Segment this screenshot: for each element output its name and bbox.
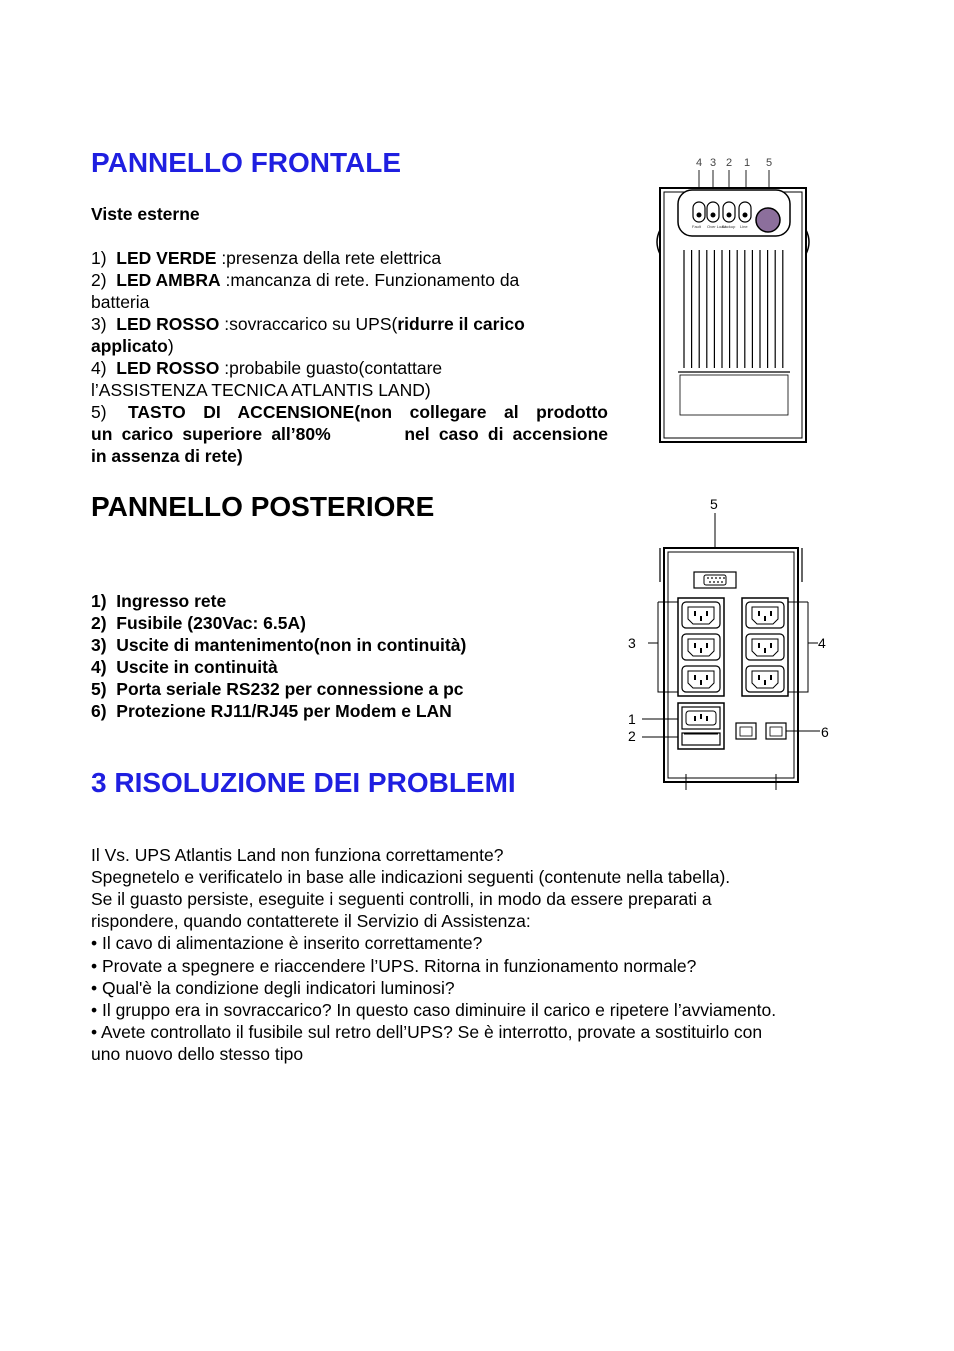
troubleshooting-bullet-4: • Il gruppo era in sovraccarico? In questo caso diminuire il carico e ripetere l’avviamento.	[91, 1000, 777, 1020]
front-panel-title: PANNELLO FRONTALE	[91, 147, 402, 178]
rear-number-3: 3	[628, 635, 636, 651]
ups-rear-diagram	[620, 490, 835, 795]
rear-item-1	[91, 590, 226, 612]
front-item-5-number: 5)	[91, 402, 107, 422]
outlet-icon	[746, 634, 784, 660]
rear-item-2	[91, 612, 306, 634]
item-text: :sovraccarico su UPS(	[219, 314, 398, 334]
troubleshooting-para-3: Se il guasto persiste, eseguite i seguenti controlli, in modo da essere preparati a	[91, 889, 712, 909]
item-number: 2)	[91, 270, 107, 290]
troubleshooting-bullet-5-cont: uno nuovo dello stesso tipo	[91, 1044, 304, 1064]
troubleshooting-para-4: rispondere, quando contatterete il Servizio di Assistenza:	[91, 911, 531, 931]
item-number: 1)	[91, 248, 107, 268]
troubleshooting-bullet-2: • Provate a spegnere e riaccendere l’UPS. Ritorna in funzionamento normale?	[91, 956, 697, 976]
item-bold-cont: applicato	[91, 336, 168, 356]
troubleshooting-para-2: Spegnetelo e verificatelo in base alle indicazioni seguenti (contenute nella tabella).	[91, 867, 731, 887]
troubleshooting-title: 3 RISOLUZIONE DEI PROBLEMI	[91, 767, 516, 798]
rear-panel-title: PANNELLO POSTERIORE	[91, 491, 435, 522]
item-label: LED ROSSO	[116, 314, 220, 334]
outlet-icon	[682, 634, 720, 660]
item-label: LED AMBRA	[116, 270, 221, 290]
ups-front-diagram	[650, 150, 815, 450]
front-item-4-cont: l’ASSISTENZA TECNICA ATLANTIS LAND)	[91, 380, 431, 400]
item-text: :mancanza di rete. Funzionamento da	[220, 270, 520, 290]
item-text: Fusibile (230Vac: 6.5A)	[116, 613, 306, 633]
item-number: 1)	[91, 591, 107, 611]
led-label-overload: Over Load	[707, 224, 726, 229]
led-label-backup: Backup	[722, 224, 736, 229]
diagram-number-2: 2	[726, 157, 733, 169]
rear-item-5	[91, 678, 464, 700]
led-label-line: Line	[740, 224, 748, 229]
item-text: Protezione RJ11/RJ45 per Modem e LAN	[116, 701, 452, 721]
rear-item-3	[91, 634, 466, 656]
item-number: 6)	[91, 701, 107, 721]
item-label: LED VERDE	[116, 248, 217, 268]
rear-number-5: 5	[710, 496, 718, 512]
item-number: 4)	[91, 657, 107, 677]
front-item-3-cont	[91, 335, 174, 357]
front-item-2-cont: batteria	[91, 292, 150, 312]
front-item-4	[91, 357, 442, 379]
front-subtitle: Viste esterne	[91, 204, 200, 224]
item-text: Uscite di mantenimento(non in continuità)	[116, 635, 467, 655]
outlet-icon	[682, 666, 720, 692]
item-number: 2)	[91, 613, 107, 633]
front-item-2	[91, 269, 519, 291]
item-label: LED ROSSO	[116, 358, 220, 378]
diagram-number-1: 1	[744, 157, 751, 169]
rear-number-6: 6	[821, 724, 829, 740]
item-number: 4)	[91, 358, 107, 378]
item-cont-tail: )	[167, 336, 174, 356]
outlet-icon	[682, 602, 720, 628]
diagram-number-4: 4	[696, 157, 703, 169]
troubleshooting-para-1: Il Vs. UPS Atlantis Land non funziona correttamente?	[91, 845, 504, 865]
item-number: 5)	[91, 679, 107, 699]
troubleshooting-bullet-3: • Qual'è la condizione degli indicatori luminosi?	[91, 978, 455, 998]
diagram-number-3: 3	[710, 157, 717, 169]
front-item-5-line-1: TASTO DI ACCENSIONE(non collegare al prodotto	[128, 402, 608, 422]
item-number: 3)	[91, 635, 107, 655]
front-item-5-line-3: in assenza di rete)	[91, 446, 243, 466]
rear-number-4: 4	[818, 635, 826, 651]
item-number: 3)	[91, 314, 107, 334]
front-item-5-line-2: un carico superiore all’80% nel caso di accensione	[91, 424, 608, 444]
diagram-number-5: 5	[766, 157, 773, 169]
power-button-icon	[756, 208, 780, 232]
rear-item-6	[91, 700, 452, 722]
front-item-3	[91, 313, 525, 335]
outlet-icon	[746, 666, 784, 692]
item-text: :probabile guasto(contattare	[219, 358, 443, 378]
rear-item-4	[91, 656, 278, 678]
troubleshooting-bullet-1: • Il cavo di alimentazione è inserito correttamente?	[91, 933, 483, 953]
rear-number-2: 2	[628, 728, 636, 744]
led-label-fault: Fault	[692, 224, 701, 229]
item-text: Ingresso rete	[116, 591, 227, 611]
item-text: Uscite in continuità	[116, 657, 278, 677]
item-bold-tail: ridurre il carico	[397, 314, 525, 334]
item-text: :presenza della rete elettrica	[216, 248, 442, 268]
front-item-1	[91, 247, 441, 269]
troubleshooting-bullet-5: • Avete controllato il fusibile sul retro dell’UPS? Se è interrotto, provate a sostituirlo con	[91, 1022, 763, 1042]
outlet-icon	[746, 602, 784, 628]
rear-number-1: 1	[628, 711, 636, 727]
item-text: Porta seriale RS232 per connessione a pc	[116, 679, 464, 699]
